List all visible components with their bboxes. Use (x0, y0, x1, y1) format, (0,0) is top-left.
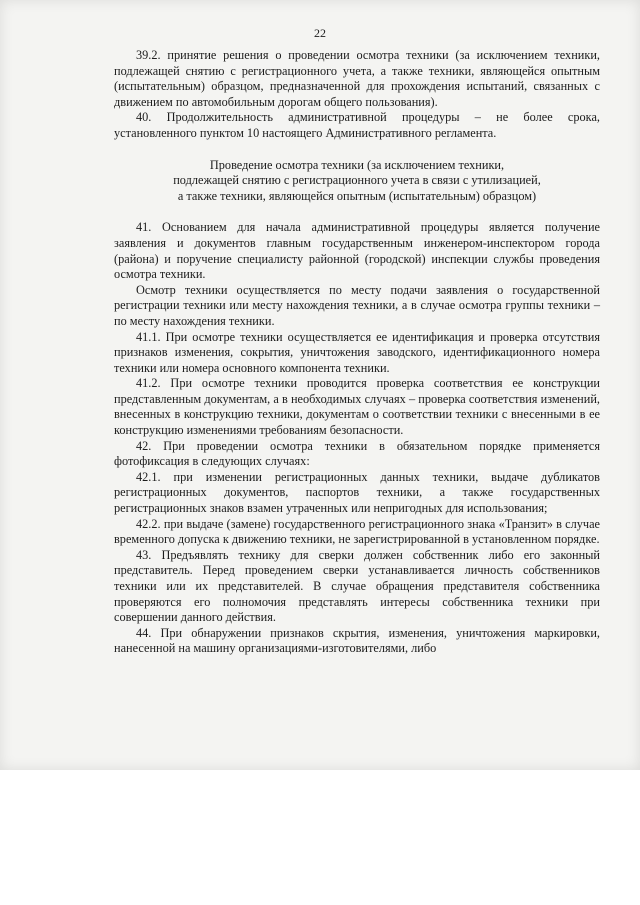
paragraph-40: 40. Продолжительность административной процедуры – не более срока, установленного пунктом 10 настоящего Административного регламента. (114, 110, 600, 140)
paragraph-42-1: 42.1. при изменении регистрационных данных техники, выдаче дубликатов регистрационных документов, паспортов техники, а также государственных регистрационных знаков взамен утраченных или непригодных для использования; (114, 469, 600, 516)
paragraph-44: 44. При обнаружении признаков скрытия, изменения, уничтожения маркировки, нанесенной на машину организациями-изготовителями, либо (114, 625, 600, 656)
section-heading-line: а также техники, являющейся опытным (испытательным) образцом) (177, 188, 537, 203)
paragraph-41: 41. Основанием для начала административной процедуры является получение заявления и документов главным государственным инженером-инспектором города (района) и поручение специалисту районной (городской) инспекции службы проведения осмотра техники. (114, 220, 600, 282)
page-number: 22 (314, 26, 326, 40)
document-body (114, 48, 600, 657)
section-heading (114, 158, 600, 205)
paragraph-42-2: 42.2. при выдаче (замене) государственного регистрационного знака «Транзит» в случае временного допуска к движению техники, не зарегистрированной в установленном порядке. (114, 516, 600, 547)
paragraph-42: 42. При проведении осмотра техники в обязательном порядке применяется фотофиксация в следующих случаях: (114, 438, 600, 469)
paragraph-39-2: 39.2. принятие решения о проведении осмотра техники (за исключением техники, подлежащей снятию с регистрационного учета, а также техники, являющейся опытным (испытательным) образцом, предназначенной для прохождения испытаний, связанных с движением по автомобильным дорогам общего пользования). (114, 48, 600, 109)
paragraph-41-inspection-place: Осмотр техники осуществляется по месту подачи заявления о государственной регистрации техники или месту нахождения техники, а в случае осмотра группы техники – по месту нахождения техники. (114, 282, 600, 328)
paragraph-41-2: 41.2. При осмотре техники проводится проверка соответствия ее конструкции представленным документам, а в необходимых случаях – проверка соответствия изменений, внесенных в конструкцию техники, документам о соответствии техники с внесенными в ее конструкцию изменениями требованиям безопасности. (114, 376, 600, 438)
section-heading-line: Проведение осмотра техники (за исключением техники, (209, 157, 505, 172)
paragraph-43: 43. Предъявлять технику для сверки должен собственник либо его законный представитель. Перед проведением сверки устанавливается личность собственников техники или их представителей. В случае обращения представителя собственника проверяются его полномочия представлять интересы собственника техники при совершении данного действия. (114, 547, 600, 625)
section-heading-line: подлежащей снятию с регистрационного учета в связи с утилизацией, (173, 173, 541, 188)
paragraph-41-1: 41.1. При осмотре техники осуществляется ее идентификация и проверка отсутствия признаков изменения, сокрытия, уничтожения заводского, идентификационного номера техники или номера основного компонента техники. (114, 329, 600, 375)
